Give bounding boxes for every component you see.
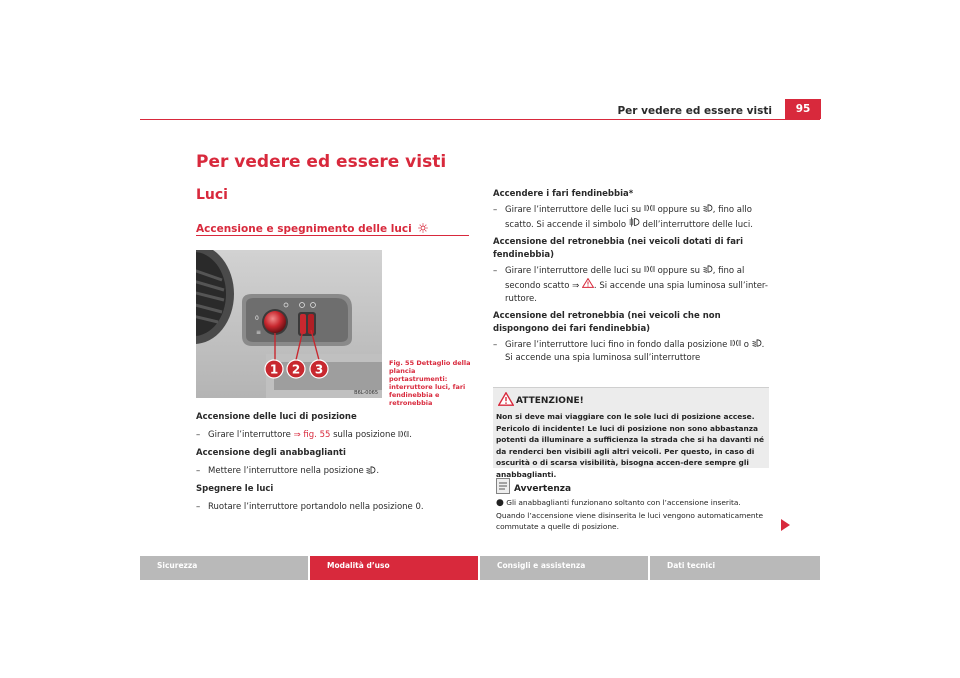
light-knob [264,311,286,333]
svg-text:≡: ≡ [256,329,262,336]
figure-reference-link[interactable]: ⇒ fig. 55 [293,430,331,440]
note-bullet: ● [496,498,504,508]
heading-rear-fog-without: Accensione del retronebbia (nei veicoli che non dispongono dei fari fendinebbia) [493,311,721,334]
figure-code: B6L-0065 [354,390,378,396]
low-beam-icon [752,339,762,347]
svg-text:1: 1 [269,362,279,377]
fog-light-icon [629,217,640,227]
warning-triangle-icon [498,392,514,406]
note-text [496,497,770,533]
callout-2 [287,360,305,378]
footer-tab-sicurezza[interactable]: Sicurezza [140,556,308,580]
figure-caption: Fig. 55 Dettaglio della plancia portastrumenti: interruttore luci, fari fendinebbia e retronebbia [389,359,471,407]
callout-1 [265,360,283,378]
left-column [196,411,468,514]
note-title: Avvertenza [514,484,572,494]
subsubsection-heading [196,223,428,235]
heading-fog-lights: Accendere i fari fendinebbia* [493,189,634,199]
low-beam-icon [366,466,376,474]
low-beam-icon [703,204,713,212]
note-icon [496,478,510,494]
parking-light-icon [644,265,655,273]
parking-light-icon [644,204,655,212]
heading-lights-off: Spegnere le luci [196,484,274,494]
light-switch-panel [242,294,352,346]
section-title: Per vedere ed essere visti [196,152,447,172]
svg-text:3: 3 [314,362,324,377]
step-lights-off: – Ruotare l’interruttore portandolo nella posizione 0. [196,502,424,512]
step-position-lights: – Girare l’interruttore ⇒ fig. 55 sulla posizione . [196,430,412,440]
step-dipped-beam: – Mettere l’interruttore nella posizione . [196,466,380,476]
callout-3 [310,360,328,378]
heading-dipped-beam: Accensione degli anabbaglianti [196,448,346,458]
step-rear-fog-without: – Girare l’interruttore luci fino in fondo dalla posizione o . Si accende una spia luminosa sull’interruttore [493,340,765,363]
footer-tab-modalita-uso[interactable]: Modalità d’uso [310,556,478,580]
subsubsection-rule [196,235,469,236]
step-rear-fog-with: – Girare l’interruttore delle luci su oppure su , fino al secondo scatto ⇒ . Si accende una spia luminosa sull’inter-ruttore. [493,266,768,304]
parking-light-icon [730,339,741,347]
next-page-arrow-icon[interactable] [781,519,790,531]
parking-light-icon [398,430,409,438]
page-number: 95 [785,99,821,119]
subsubsection-title: Accensione e spegnimento delle luci [196,223,412,235]
note-body: Gli anabbaglianti funzionano soltanto con l’accensione inserita. Quando l’accensione viene disinserita le luci vengono automaticamente commutate a quelle di posizione. [496,498,764,531]
footer-tab-consigli-assistenza[interactable]: Consigli e assistenza [480,556,648,580]
light-switch-figure [196,250,382,398]
header-rule [140,119,820,120]
footer-tab-dati-tecnici[interactable]: Dati tecnici [650,556,820,580]
warning-text: Non si deve mai viaggiare con le sole luci di posizione accese. Pericolo di incidente! Le luci di posizione non sono abbastanza potenti da illuminare a sufficienza la strada che si ha davanti né da renderci ben visibili agli altri veicoli. Per questo, in caso di oscurità o di scarsa visibilità, bisogna accen-dere sempre gli anabbaglianti. [496,412,765,479]
right-column [493,188,769,365]
low-beam-icon [703,265,713,273]
svg-text:2: 2 [291,362,301,377]
subsection-title: Luci [196,187,228,203]
warning-title: ATTENZIONE! [516,396,584,406]
heading-position-lights: Accensione delle luci di posizione [196,412,357,422]
sun-icon [418,223,428,233]
dashboard-illustration [196,250,382,398]
warning-triangle-icon[interactable] [582,278,594,288]
heading-rear-fog-with: Accensione del retronebbia (nei veicoli dotati di fari fendinebbia) [493,237,744,260]
dial-label-0: 0 [255,315,259,322]
step-fog-lights: – Girare l’interruttore delle luci su oppure su , fino allo scatto. Si accende il simbolo dell’interruttore delle luci. [493,205,753,230]
running-header-title: Per vedere ed essere visti [617,105,772,117]
